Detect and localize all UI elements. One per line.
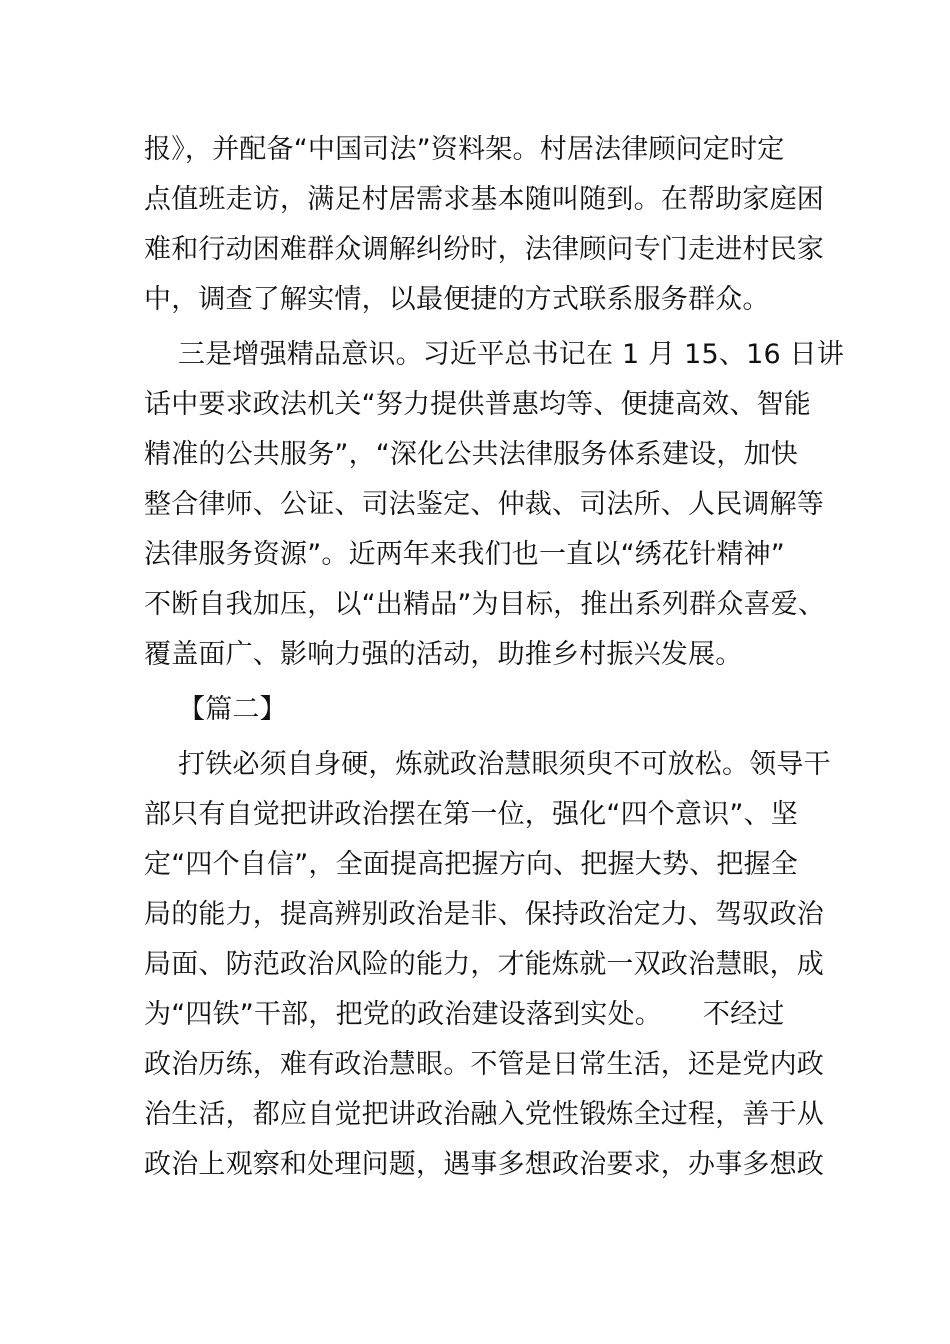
text-line: 政治上观察和处理问题，遇事多想政治要求，办事多想政 <box>144 1149 824 1180</box>
text-line: 话中要求政法机关“努力提供普惠均等、便捷高效、智能 <box>144 389 811 420</box>
section-heading: 【篇二】 <box>178 694 287 725</box>
text-line: 整合律师、公证、司法鉴定、仲裁、司法所、人民调解等 <box>144 489 824 520</box>
text-line: 中，调查了解实情，以最便捷的方式联系服务群众。 <box>144 284 770 315</box>
text-line: 局面、防范政治风险的能力，才能炼就一双政治慧眼，成 <box>144 949 824 980</box>
text-line: 定“四个自信”，全面提高把握方向、把握大势、把握全 <box>144 849 798 880</box>
text-line: 点值班走访，满足村居需求基本随叫随到。在帮助家庭困 <box>144 184 824 215</box>
text-line: 不断自我加压，以“出精品”为目标，推出系列群众喜爱、 <box>144 589 826 620</box>
text-line: 政治历练，难有政治慧眼。不管是日常生活，还是党内政 <box>144 1049 824 1080</box>
text-line: 局的能力，提高辨别政治是非、保持政治定力、驾驭政治 <box>144 899 824 930</box>
text-line: 难和行动困难群众调解纠纷时，法律顾问专门走进村民家 <box>144 234 824 265</box>
text-line: 为“四铁”干部，把党的政治建设落到实处。 不经过 <box>144 999 785 1030</box>
text-line: 报》，并配备“中国司法”资料架。村居法律顾问定时定 <box>144 134 785 165</box>
text-line: 精准的公共服务”，“深化公共法律服务体系建设，加快 <box>144 439 798 470</box>
text-line: 法律服务资源”。近两年来我们也一直以“绣花针精神” <box>144 539 785 570</box>
text-line: 三是增强精品意识。习近平总书记在 1 月 15、16 日讲 <box>178 339 845 370</box>
text-line: 治生活，都应自觉把讲政治融入党性锻炼全过程，善于从 <box>144 1099 824 1130</box>
text-line: 覆盖面广、影响力强的活动，助推乡村振兴发展。 <box>144 639 743 670</box>
text-line: 打铁必须自身硬，炼就政治慧眼须臾不可放松。领导干 <box>178 749 831 780</box>
text-line: 部只有自觉把讲政治摆在第一位，强化“四个意识”、坚 <box>144 799 798 830</box>
